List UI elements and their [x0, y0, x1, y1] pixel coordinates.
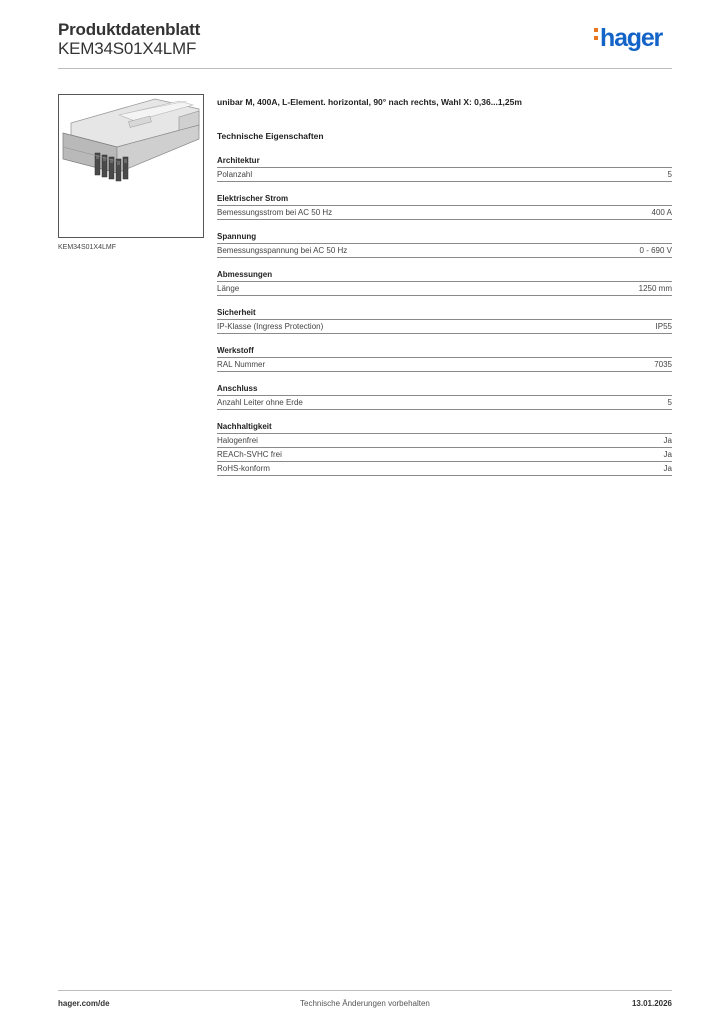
property-label: Anzahl Leiter ohne Erde	[217, 398, 303, 407]
property-label: Polanzahl	[217, 170, 253, 179]
property-group	[217, 154, 672, 182]
product-description: unibar M, 400A, L-Element. horizontal, 90° nach rechts, Wahl X: 0,36...1,25m	[217, 97, 522, 107]
property-value: Ja	[663, 450, 672, 459]
footer-note: Technische Änderungen vorbehalten	[300, 999, 430, 1008]
property-group-title: Sicherheit	[217, 306, 672, 320]
section-heading: Technische Eigenschaften	[217, 131, 324, 141]
property-label: Länge	[217, 284, 240, 293]
property-label: Bemessungsspannung bei AC 50 Hz	[217, 246, 348, 255]
property-group	[217, 382, 672, 410]
product-image-caption: KEM34S01X4LMF	[58, 244, 116, 251]
footer-website-link[interactable]: hager.com/de	[58, 999, 110, 1008]
property-group	[217, 230, 672, 258]
property-value: 5	[667, 170, 672, 179]
hager-logo[interactable]	[594, 26, 662, 51]
property-row	[217, 434, 672, 448]
page-title: Produktdatenblatt	[58, 20, 201, 39]
header-divider	[58, 68, 672, 69]
property-group	[217, 306, 672, 334]
property-group-title: Spannung	[217, 230, 672, 244]
property-row	[217, 168, 672, 182]
property-label: Halogenfrei	[217, 436, 258, 445]
property-group	[217, 420, 672, 476]
property-label: Bemessungsstrom bei AC 50 Hz	[217, 208, 333, 217]
property-row	[217, 396, 672, 410]
properties-list	[217, 154, 672, 486]
property-group	[217, 192, 672, 220]
property-group	[217, 344, 672, 372]
property-group-title: Architektur	[217, 154, 672, 168]
property-value: 0 - 690 V	[639, 246, 672, 255]
property-value: Ja	[663, 464, 672, 473]
property-group-title: Werkstoff	[217, 344, 672, 358]
footer-date: 13.01.2026	[631, 999, 672, 1008]
busbar-l-element-image	[59, 95, 204, 238]
property-label: REACh-SVHC frei	[217, 450, 282, 459]
property-group-title: Abmessungen	[217, 268, 672, 282]
property-label: RoHS-konform	[217, 464, 270, 473]
property-group-title: Elektrischer Strom	[217, 192, 672, 206]
property-value: IP55	[655, 322, 672, 331]
property-row	[217, 206, 672, 220]
footer-divider	[58, 990, 672, 991]
property-value: Ja	[663, 436, 672, 445]
property-row	[217, 320, 672, 334]
property-group	[217, 268, 672, 296]
property-row	[217, 462, 672, 476]
product-code: KEM34S01X4LMF	[58, 39, 197, 58]
property-row	[217, 448, 672, 462]
logo-text: hager	[600, 24, 663, 52]
property-value: 5	[667, 398, 672, 407]
property-row	[217, 282, 672, 296]
property-row	[217, 358, 672, 372]
logo-dots-icon	[594, 25, 600, 44]
property-row	[217, 244, 672, 258]
property-label: IP-Klasse (Ingress Protection)	[217, 322, 324, 331]
product-image-frame	[58, 94, 204, 238]
property-group-title: Anschluss	[217, 382, 672, 396]
property-value: 400 A	[651, 208, 672, 217]
property-value: 1250 mm	[638, 284, 672, 293]
property-value: 7035	[654, 360, 672, 369]
property-label: RAL Nummer	[217, 360, 266, 369]
property-group-title: Nachhaltigkeit	[217, 420, 672, 434]
